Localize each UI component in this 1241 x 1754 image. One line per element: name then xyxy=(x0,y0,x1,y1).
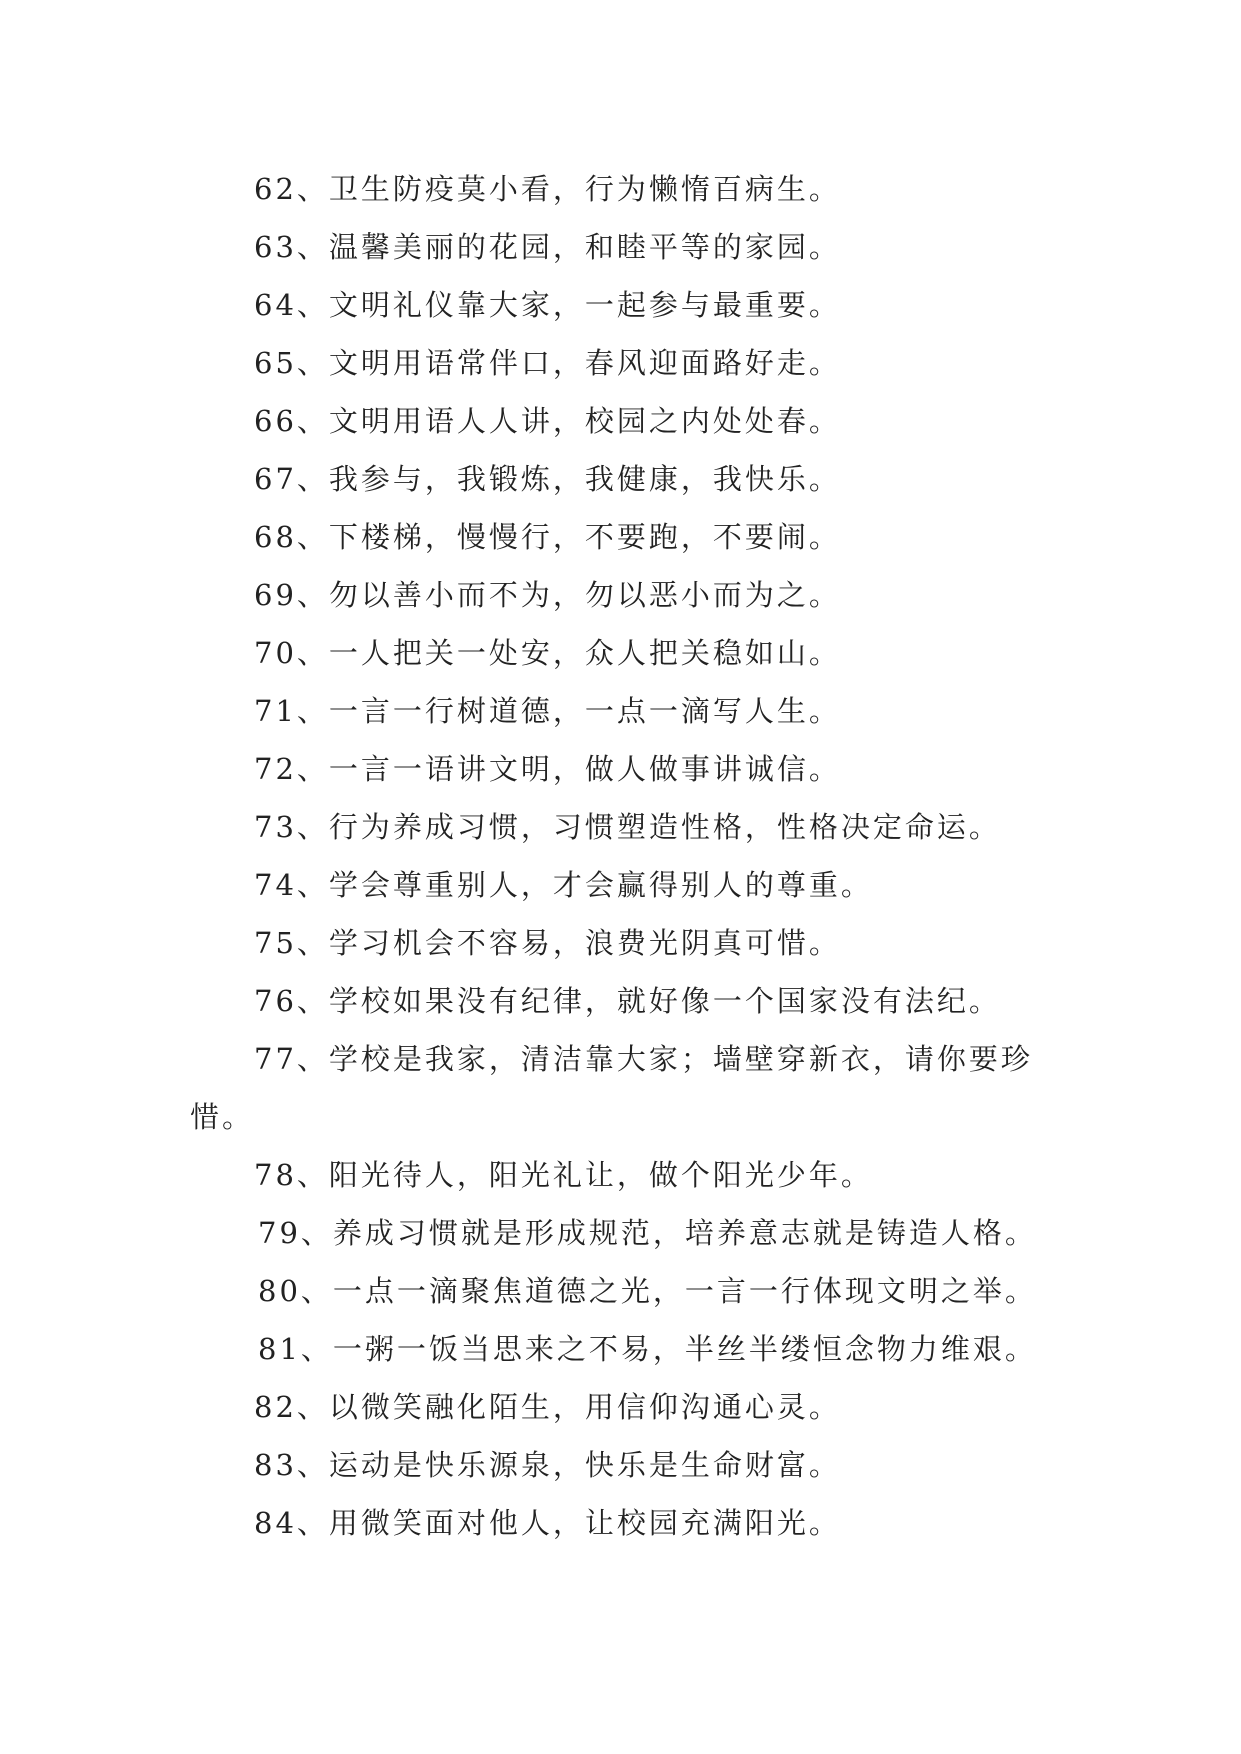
slogan-line-77: 77、学校是我家，清洁靠大家；墙壁穿新衣，请你要珍 xyxy=(254,1042,1033,1076)
slogan-line-67: 67、我参与，我锻炼，我健康，我快乐。 xyxy=(254,462,841,496)
slogan-line-69: 69、勿以善小而不为，勿以恶小而为之。 xyxy=(254,578,841,612)
slogan-line-66: 66、文明用语人人讲，校园之内处处春。 xyxy=(254,404,841,438)
slogan-line-82: 82、以微笑融化陌生，用信仰沟通心灵。 xyxy=(254,1390,841,1424)
slogan-line-70: 70、一人把关一处安，众人把关稳如山。 xyxy=(254,636,841,670)
slogan-line-80: 80、一点一滴聚焦道德之光，一言一行体现文明之举。 xyxy=(258,1274,1037,1308)
slogan-list xyxy=(190,160,1070,1552)
slogan-line-81: 81、一粥一饭当思来之不易，半丝半缕恒念物力维艰。 xyxy=(258,1332,1037,1366)
slogan-line-78: 78、阳光待人，阳光礼让，做个阳光少年。 xyxy=(254,1158,873,1192)
slogan-line-83: 83、运动是快乐源泉，快乐是生命财富。 xyxy=(254,1448,841,1482)
slogan-line-75: 75、学习机会不容易，浪费光阴真可惜。 xyxy=(254,926,841,960)
slogan-line-76: 76、学校如果没有纪律，就好像一个国家没有法纪。 xyxy=(254,984,1001,1018)
slogan-line-65: 65、文明用语常伴口，春风迎面路好走。 xyxy=(254,346,841,380)
slogan-line-63: 63、温馨美丽的花园，和睦平等的家园。 xyxy=(254,230,841,264)
slogan-line-79: 79、养成习惯就是形成规范，培养意志就是铸造人格。 xyxy=(258,1216,1037,1250)
slogan-line-74: 74、学会尊重别人，才会赢得别人的尊重。 xyxy=(254,868,873,902)
slogan-line-73: 73、行为养成习惯，习惯塑造性格，性格决定命运。 xyxy=(254,810,1001,844)
slogan-line-77-continuation: 惜。 xyxy=(190,1100,255,1134)
slogan-line-62: 62、卫生防疫莫小看，行为懒惰百病生。 xyxy=(254,172,841,206)
slogan-line-64: 64、文明礼仪靠大家，一起参与最重要。 xyxy=(254,288,841,322)
slogan-line-71: 71、一言一行树道德，一点一滴写人生。 xyxy=(254,694,841,728)
slogan-line-72: 72、一言一语讲文明，做人做事讲诚信。 xyxy=(254,752,841,786)
slogan-line-84: 84、用微笑面对他人，让校园充满阳光。 xyxy=(254,1506,841,1540)
slogan-line-68: 68、下楼梯，慢慢行，不要跑，不要闹。 xyxy=(254,520,841,554)
